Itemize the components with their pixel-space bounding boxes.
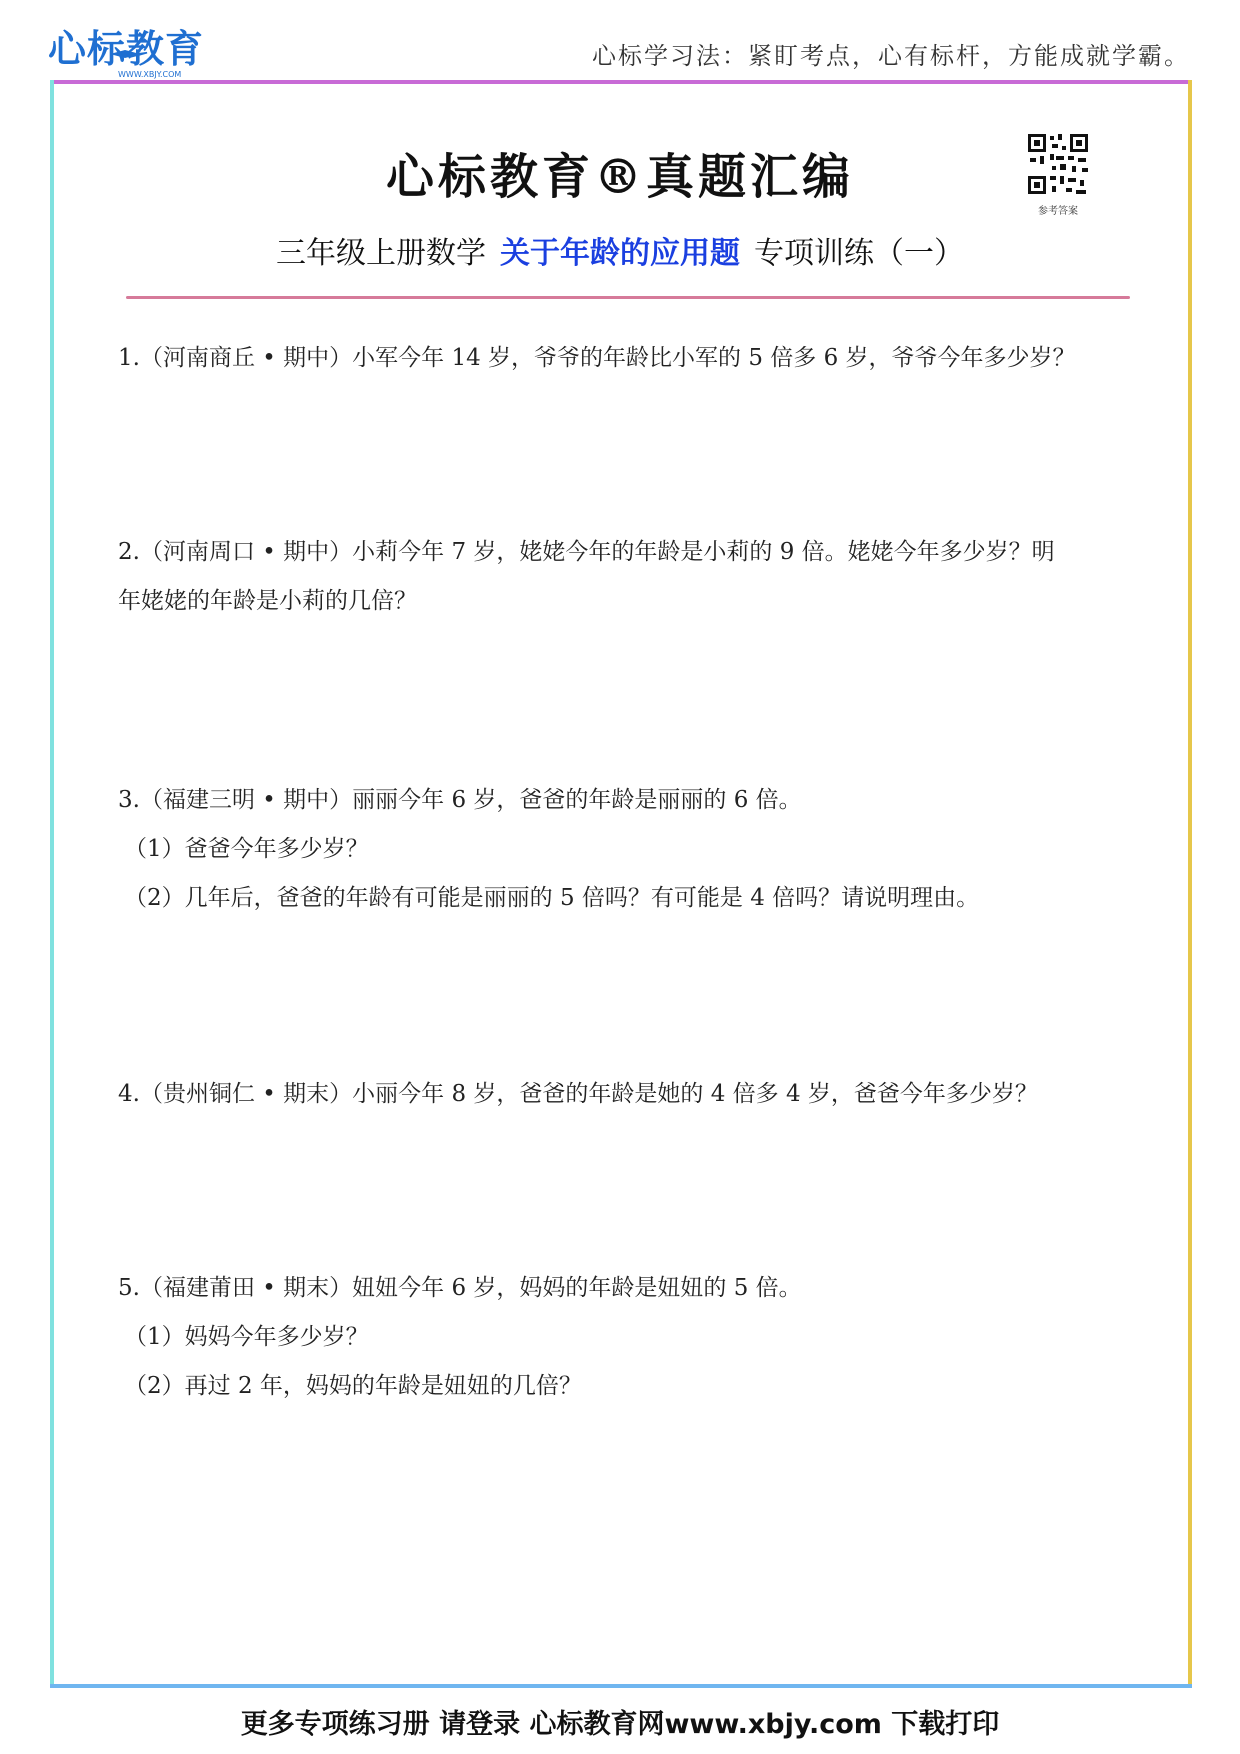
- qr-caption: 参考答案: [1038, 206, 1078, 217]
- logo: [48, 26, 208, 78]
- frame-right-border: [1188, 80, 1192, 1688]
- question-5-part-1: （1）妈妈今年多少岁？: [124, 1324, 369, 1350]
- question-2-text-cont: 年姥姥的年龄是小莉的几倍？: [118, 588, 417, 614]
- frame-bottom-border: [50, 1684, 1192, 1688]
- question-1: [118, 334, 1128, 383]
- subtitle-prefix: 三年级上册数学: [276, 236, 486, 271]
- question-3: [118, 776, 1128, 923]
- subtitle: [0, 228, 1240, 272]
- frame-left-border: [50, 80, 54, 1688]
- question-3-text: 3.（福建三明 • 期中）丽丽今年 6 岁，爸爸的年龄是丽丽的 6 倍。: [118, 787, 802, 813]
- qr-code-icon[interactable]: [1026, 132, 1090, 196]
- question-2-text: 2.（河南周口 • 期中）小莉今年 7 岁，姥姥今年的年龄是小莉的 9 倍。姥姥今年多少岁？明: [118, 539, 1055, 565]
- subtitle-topic: 关于年龄的应用题: [500, 236, 740, 271]
- page-title: 心标教育®真题汇编: [385, 149, 854, 205]
- question-5-text: 5.（福建莆田 • 期末）妞妞今年 6 岁，妈妈的年龄是妞妞的 5 倍。: [118, 1275, 802, 1301]
- question-1-text: 1.（河南商丘 • 期中）小军今年 14 岁，爷爷的年龄比小军的 5 倍多 6 岁，爷爷今年多少岁？: [118, 345, 1076, 371]
- question-3-part-2: （2）几年后，爸爸的年龄有可能是丽丽的 5 倍吗？有可能是 4 倍吗？请说明理由。: [124, 885, 980, 911]
- logo-text: 心标教育: [48, 27, 205, 71]
- footer-note: 更多专项练习册 请登录 心标教育网www.xbjy.com 下载打印: [240, 1709, 1000, 1740]
- question-2: [118, 528, 1128, 626]
- question-3-part-1: （1）爸爸今年多少岁？: [124, 836, 369, 862]
- subtitle-suffix: 专项训练（一）: [754, 236, 964, 271]
- title-divider: [126, 296, 1130, 299]
- question-5: [118, 1264, 1128, 1411]
- slogan: 心标学习法：紧盯考点，心有标杆，方能成就学霸。: [592, 42, 1190, 70]
- question-5-part-2: （2）再过 2 年，妈妈的年龄是妞妞的几倍？: [124, 1373, 582, 1399]
- question-4-text: 4.（贵州铜仁 • 期末）小丽今年 8 岁，爸爸的年龄是她的 4 倍多 4 岁，爸爸今年多少岁？: [118, 1081, 1038, 1107]
- logo-url: WWW.XBJY.COM: [118, 70, 182, 79]
- question-4: [118, 1070, 1128, 1119]
- frame-top-border: [50, 80, 1192, 84]
